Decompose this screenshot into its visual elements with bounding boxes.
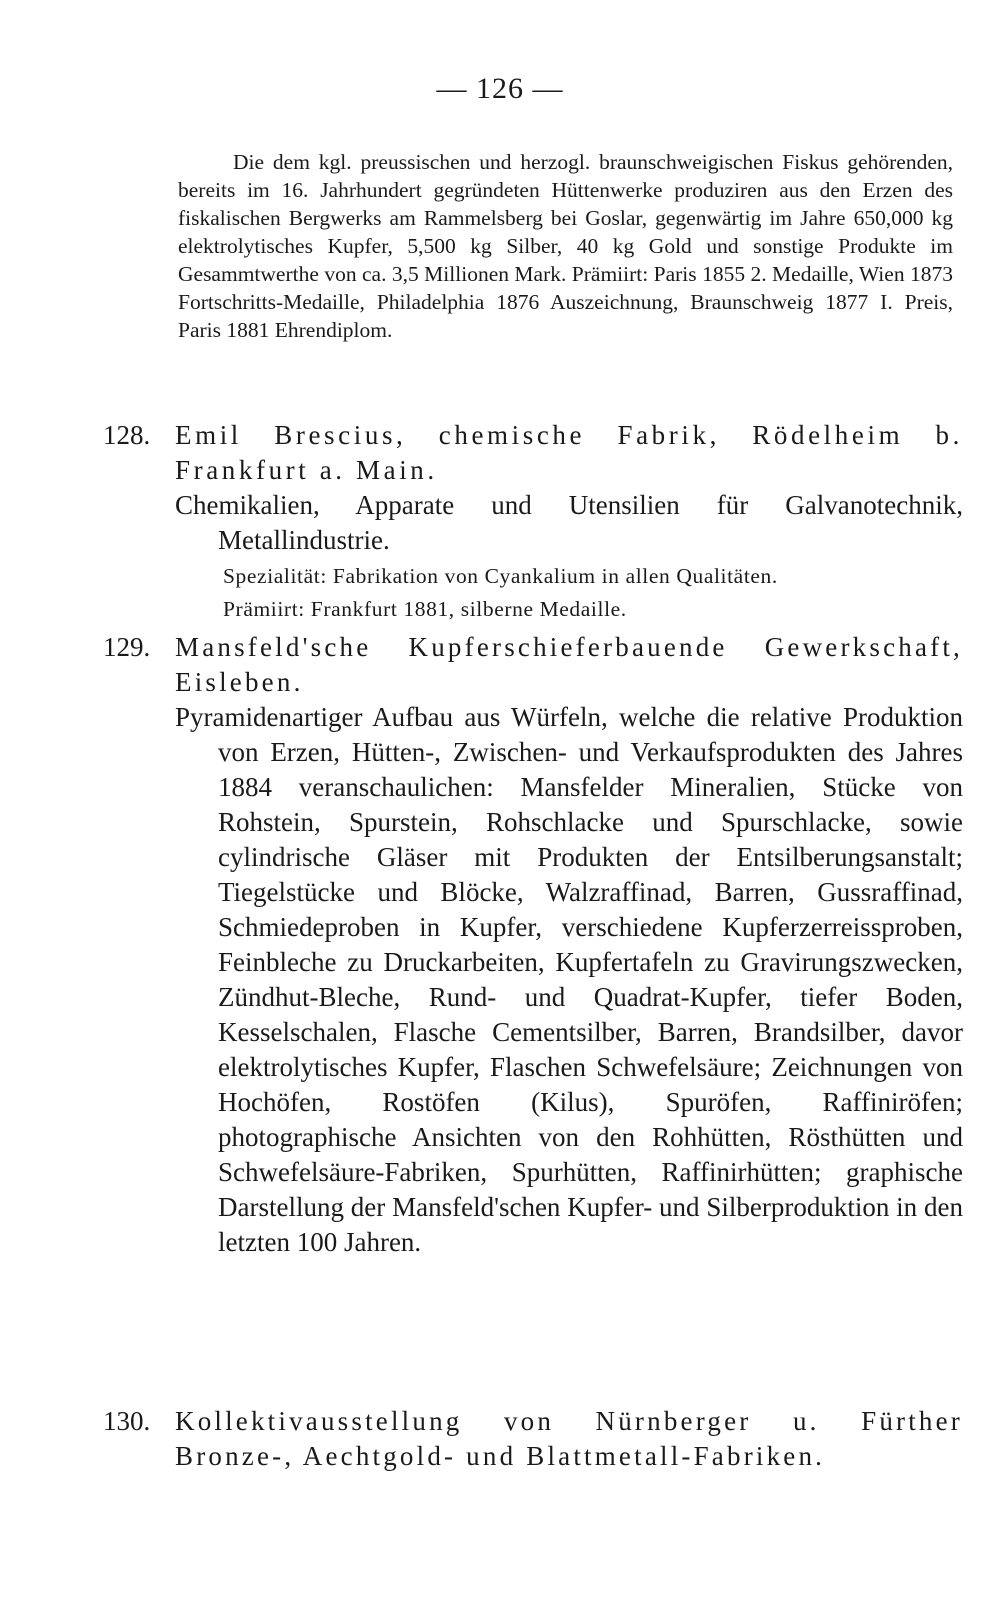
entry-number: 130. [103,1406,151,1436]
entry-number: 129. [103,632,151,662]
entry-number: 128. [103,420,151,450]
entry-description: Pyramidenartiger Aufbau aus Würfeln, welche die relative Produktion von Erzen, Hütten-, Zwischen- und Verkaufsprodukten des Jahres 1884 veranschaulichen: Mansfelder Mineralien, Stücke von Rohstein, Spurstein, Rohschlacke und Spurschlacke, sowie cylindrische Gläser mit Produkten der Entsilberungsanstalt; Tiegelstücke und Blöcke, Walzraffinad, Barren, Gussraffinad, Schmiedeproben in Kupfer, verschiedene Kupferzerreissproben, Feinbleche zu Druckarbeiten, Kupfertafeln zu Gravirungszwecken, Zündhut-Bleche, Rund- und Quadrat-Kupfer, tiefer Boden, Kesselschalen, Flasche Cementsilber, Barren, Brandsilber, davor elektrolytisches Kupfer, Flaschen Schwefelsäure; Zeichnungen von Hochöfen, Rostöfen (Kilus), Spuröfen, Raffiniröfen; photographische Ansichten von den Rohhütten, Rösthütten und Schwefelsäure-Fabriken, Spurhütten, Raffinirhütten; graphische Darstellung der Mansfeld'schen Kupfer- und Silberproduktion in den letzten 100 Jahren. [175,702,963,1257]
catalog-entry-130 [103,1404,963,1474]
intro-paragraph: Die dem kgl. preussischen und herzogl. braunschweigischen Fiskus gehörenden, bereits im 16. Jahrhundert gegründeten Hüttenwerke produziren aus den Erzen des fiskalischen Bergwerks am Rammelsberg bei Goslar, gegenwärtig im Jahre 650,000 kg elektrolytisches Kupfer, 5,500 kg Silber, 40 kg Gold und sonstige Produkte im Gesammtwerthe von ca. 3,5 Millionen Mark. Prämiirt: Paris 1855 2. Medaille, Wien 1873 Fortschritts-Medaille, Philadelphia 1876 Auszeichnung, Braunschweig 1877 I. Preis, Paris 1881 Ehrendiplom. [178,150,953,342]
catalog-entry-129 [103,630,963,1260]
entry-description: Chemikalien, Apparate und Utensilien für Galvanotechnik, Metallindustrie. [175,490,963,555]
entry-heading: Mansfeld'sche Kupferschieferbauende Gewerkschaft, Eisleben. [175,632,963,697]
entry-award: Prämiirt: Frankfurt 1881, silberne Medaille. [223,597,627,621]
entry-speciality: Spezialität: Fabrikation von Cyankalium in allen Qualitäten. [223,564,778,588]
page-number: — 126 — [436,72,564,105]
catalog-entry-128 [103,418,963,624]
entry-heading: Emil Brescius, chemische Fabrik, Rödelheim b. Frankfurt a. Main. [175,420,963,485]
entry-heading: Kollektivausstellung von Nürnberger u. Fürther Bronze-, Aechtgold- und Blattmetall-Fabriken. [175,1406,963,1471]
